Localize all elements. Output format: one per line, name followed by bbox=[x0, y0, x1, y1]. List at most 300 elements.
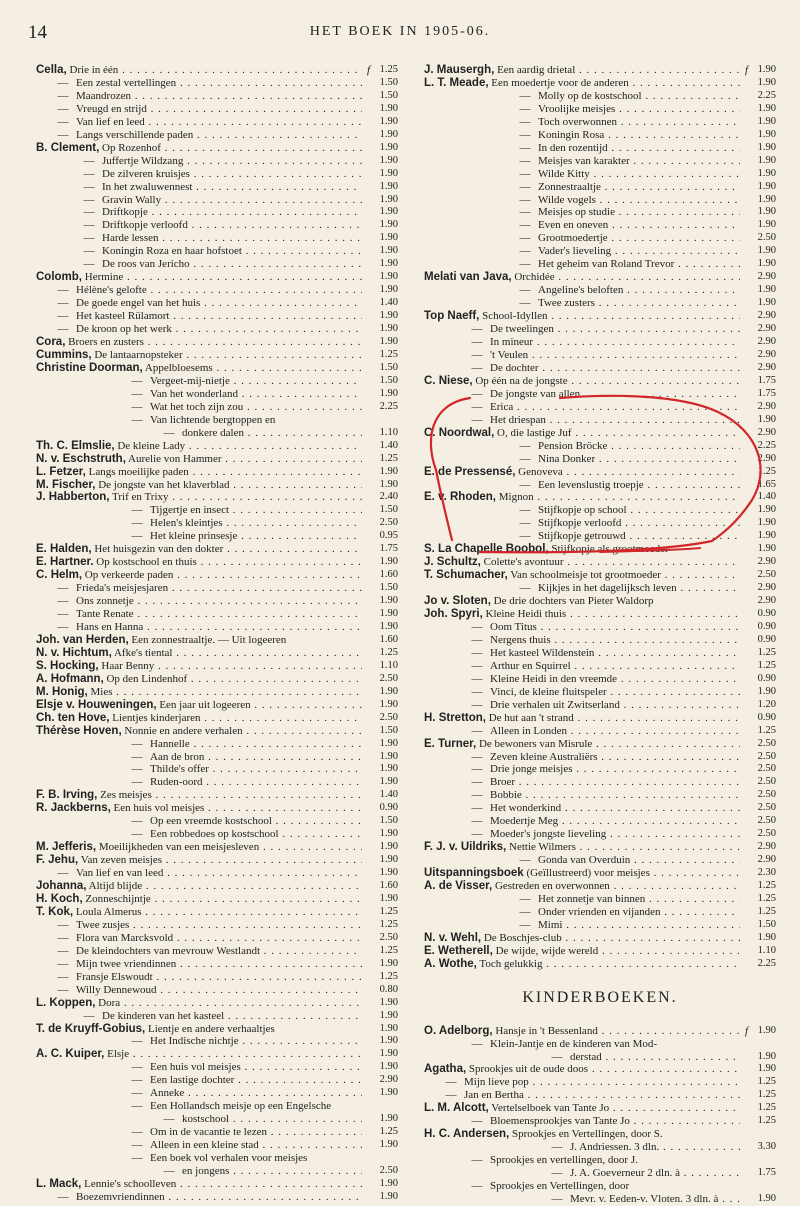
entry-text bbox=[36, 155, 362, 168]
entry-row bbox=[36, 647, 398, 660]
book-title: Een boek vol verhalen voor meisjes bbox=[150, 1152, 308, 1165]
entry-text bbox=[424, 362, 740, 375]
entry-row bbox=[424, 258, 776, 271]
ditto-dash: — bbox=[471, 387, 483, 400]
book-title: O, die lastige Juf bbox=[497, 426, 572, 439]
price: 1.25 bbox=[757, 1102, 776, 1114]
ditto-dash: — bbox=[83, 258, 95, 271]
book-title: Nonnie en andere verhalen bbox=[124, 724, 243, 737]
price: 1.90 bbox=[379, 232, 398, 244]
entry-row bbox=[424, 375, 776, 388]
entry-row bbox=[424, 686, 776, 699]
price: 1.90 bbox=[379, 737, 398, 749]
book-title: Alleen in een kleine stad bbox=[150, 1139, 259, 1152]
ditto-dash: — bbox=[471, 413, 483, 426]
price: 1.50 bbox=[379, 724, 398, 736]
entry-row bbox=[424, 725, 776, 738]
entry-text bbox=[36, 595, 362, 608]
entry-row bbox=[424, 414, 776, 427]
author-name: E. Halden, bbox=[36, 543, 92, 556]
ditto-dash: — bbox=[519, 232, 531, 245]
price: 1.65 bbox=[757, 478, 776, 490]
entry-row bbox=[424, 90, 776, 103]
ditto-dash: — bbox=[131, 737, 143, 750]
ditto-dash: — bbox=[445, 1089, 457, 1102]
book-title: Het kleine prinsesje bbox=[150, 530, 238, 543]
price: 2.50 bbox=[757, 763, 776, 775]
entry-row bbox=[424, 1076, 776, 1089]
ditto-dash: — bbox=[131, 374, 143, 387]
entry-row bbox=[424, 362, 776, 375]
entry-row bbox=[36, 932, 398, 945]
entry-text bbox=[424, 958, 740, 971]
entry-row bbox=[424, 1154, 776, 1167]
price: 1.25 bbox=[757, 1076, 776, 1088]
entry-row bbox=[424, 1102, 776, 1115]
book-title: Van lief en leed bbox=[76, 115, 145, 128]
entry-text bbox=[424, 401, 740, 414]
book-title: Broer bbox=[490, 776, 516, 789]
book-title: Mies bbox=[90, 685, 113, 698]
price: 1.90 bbox=[757, 180, 776, 192]
ditto-dash: — bbox=[163, 1113, 175, 1126]
book-title: Op den Lindenhof bbox=[106, 672, 188, 685]
ditto-dash: — bbox=[131, 1139, 143, 1152]
price: 1.90 bbox=[757, 931, 776, 943]
entry-text bbox=[36, 401, 362, 414]
price: 1.25 bbox=[379, 64, 398, 75]
entry-text bbox=[36, 388, 362, 401]
price: 1.90 bbox=[757, 284, 776, 296]
entry-text bbox=[36, 297, 362, 310]
ditto-dash: — bbox=[57, 867, 69, 880]
entry-text bbox=[36, 245, 362, 258]
entry-row bbox=[36, 64, 398, 77]
author-name: N. v. Wehl, bbox=[424, 931, 482, 944]
entry-row bbox=[36, 595, 398, 608]
price: 2.25 bbox=[757, 439, 776, 451]
entry-text bbox=[424, 1115, 740, 1128]
book-title: Drie jonge meisjes bbox=[490, 763, 573, 776]
book-title: De goede engel van het huis bbox=[76, 297, 201, 310]
ditto-dash: — bbox=[131, 1152, 143, 1165]
book-title: Dora bbox=[98, 996, 121, 1009]
ditto-dash: — bbox=[519, 219, 531, 232]
entry-text bbox=[36, 569, 362, 582]
price: 1.90 bbox=[757, 219, 776, 231]
entry-row bbox=[424, 828, 776, 841]
price: 1.50 bbox=[379, 374, 398, 386]
entry-text bbox=[36, 582, 362, 595]
entry-row bbox=[36, 206, 398, 219]
entry-row bbox=[36, 815, 398, 828]
entry-row bbox=[36, 569, 398, 582]
ditto-dash: — bbox=[57, 1190, 69, 1203]
author-name: L. T. Meade, bbox=[424, 76, 489, 89]
entry-text bbox=[424, 647, 740, 660]
author-name: N. v. Eschstruth, bbox=[36, 452, 126, 465]
entry-row bbox=[36, 504, 398, 517]
ditto-dash: — bbox=[131, 828, 143, 841]
author-name: M. Jefferis, bbox=[36, 841, 97, 854]
author-name: M. Honig, bbox=[36, 685, 88, 698]
entry-row bbox=[36, 491, 398, 504]
entry-text bbox=[36, 349, 362, 362]
price: 1.25 bbox=[379, 348, 398, 360]
price: 1.90 bbox=[379, 957, 398, 969]
entry-row bbox=[36, 310, 398, 323]
price: 1.75 bbox=[757, 374, 776, 386]
entry-row bbox=[36, 1100, 398, 1113]
book-title: Alleen in Londen bbox=[490, 724, 567, 737]
book-title: Stijfkopje verloofd bbox=[538, 517, 622, 530]
entry-text bbox=[36, 738, 362, 751]
book-title: Mignon bbox=[498, 491, 534, 504]
author-name: J. Mausergh, bbox=[424, 64, 495, 76]
book-title: Een huis vol meisjes bbox=[150, 1061, 241, 1074]
price: 1.20 bbox=[757, 698, 776, 710]
book-title: Gestreden en overwonnen bbox=[494, 880, 610, 893]
entry-text bbox=[424, 168, 740, 181]
price: 1.90 bbox=[379, 620, 398, 632]
entry-text bbox=[36, 271, 362, 284]
ditto-dash: — bbox=[83, 206, 95, 219]
entry-text bbox=[424, 181, 740, 194]
entry-row bbox=[36, 155, 398, 168]
entry-text bbox=[36, 103, 362, 116]
book-title: In den rozentijd bbox=[538, 141, 608, 154]
entry-text bbox=[36, 1087, 362, 1100]
book-title: Ons zonnetje bbox=[76, 595, 134, 608]
entry-row bbox=[424, 232, 776, 245]
entry-row bbox=[36, 776, 398, 789]
entry-row bbox=[424, 789, 776, 802]
author-name: S. Hocking, bbox=[36, 659, 99, 672]
book-title: Toch gelukkig bbox=[479, 957, 543, 970]
entry-text bbox=[36, 997, 362, 1010]
price: 1.90 bbox=[757, 76, 776, 88]
book-title: Zonneschijntje bbox=[85, 893, 151, 905]
entry-row bbox=[424, 1141, 776, 1154]
price: 2.90 bbox=[757, 426, 776, 438]
ditto-dash: — bbox=[131, 1100, 143, 1113]
author-name: E. v. Rhoden, bbox=[424, 491, 496, 504]
entry-row bbox=[424, 802, 776, 815]
entry-text bbox=[36, 336, 362, 349]
entry-text bbox=[36, 1126, 362, 1139]
price: 1.50 bbox=[379, 361, 398, 373]
entry-text bbox=[424, 919, 740, 932]
price: 1.90 bbox=[379, 206, 398, 218]
price: 2.90 bbox=[757, 452, 776, 464]
entry-text bbox=[36, 1023, 362, 1036]
ditto-dash: — bbox=[471, 724, 483, 737]
book-title: Angeline's beloften bbox=[538, 284, 624, 297]
entry-text bbox=[424, 1154, 776, 1167]
book-title: Het Indische nichtje bbox=[150, 1035, 239, 1048]
book-title: Een zonnestraaltje. — Uit logeeren bbox=[131, 633, 287, 646]
entry-row bbox=[36, 401, 398, 414]
ditto-dash: — bbox=[519, 582, 531, 595]
book-title: Langs verschillende paden bbox=[76, 128, 194, 141]
ditto-dash: — bbox=[57, 297, 69, 310]
book-title: Arthur en Squirrel bbox=[490, 659, 571, 672]
ditto-dash: — bbox=[163, 1165, 175, 1178]
book-title: Wilde vogels bbox=[538, 193, 596, 206]
entry-row bbox=[36, 349, 398, 362]
entry-row bbox=[36, 258, 398, 271]
book-title: Drie in één bbox=[69, 64, 119, 76]
entry-row bbox=[36, 427, 398, 440]
book-title: Een levenslustig troepje bbox=[538, 478, 644, 491]
author-name: T. de Kruyff-Gobius, bbox=[36, 1022, 146, 1035]
ditto-dash: — bbox=[519, 478, 531, 491]
entry-text bbox=[36, 789, 362, 802]
price: 2.90 bbox=[757, 841, 776, 853]
entry-row bbox=[424, 517, 776, 530]
price: 1.75 bbox=[757, 387, 776, 399]
entry-row bbox=[36, 466, 398, 479]
price: 0.90 bbox=[757, 608, 776, 620]
entry-text bbox=[424, 556, 740, 569]
author-name: Jo v. Sloten, bbox=[424, 595, 491, 608]
entry-row bbox=[424, 401, 776, 414]
entry-row bbox=[36, 271, 398, 284]
ditto-dash: — bbox=[57, 608, 69, 621]
book-title: Aurelie von Hammer bbox=[128, 452, 222, 465]
entry-row bbox=[36, 1191, 398, 1204]
entry-text bbox=[36, 556, 362, 569]
price: 1.10 bbox=[379, 426, 398, 438]
entry-row bbox=[36, 673, 398, 686]
entry-text bbox=[36, 919, 362, 932]
price: 1.90 bbox=[757, 297, 776, 309]
book-title: Genoveva bbox=[518, 465, 563, 478]
entry-row bbox=[36, 621, 398, 634]
author-name: T. Kok, bbox=[36, 905, 74, 918]
ditto-dash: — bbox=[551, 1141, 563, 1154]
entry-row bbox=[36, 1113, 398, 1126]
price: 1.90 bbox=[379, 310, 398, 322]
entry-text bbox=[424, 491, 740, 504]
price: 2.50 bbox=[757, 776, 776, 788]
ditto-dash: — bbox=[471, 1115, 483, 1128]
entry-text bbox=[36, 958, 362, 971]
book-title: Moeilijkheden van een meisjesleven bbox=[98, 841, 260, 854]
book-title: Wat het toch zijn zou bbox=[150, 400, 244, 413]
price: 1.90 bbox=[379, 1048, 398, 1060]
entry-text bbox=[424, 1038, 776, 1051]
author-name: A. Wothe, bbox=[424, 957, 477, 970]
ditto-dash: — bbox=[57, 620, 69, 633]
entry-text bbox=[36, 841, 362, 854]
entry-row bbox=[36, 556, 398, 569]
entry-text bbox=[424, 517, 740, 530]
price: 1.90 bbox=[757, 1193, 776, 1205]
book-title: Van zeven meisjes bbox=[80, 854, 162, 867]
author-name: Th. C. Elmslie, bbox=[36, 439, 115, 452]
ditto-dash: — bbox=[471, 361, 483, 374]
price: 1.90 bbox=[757, 517, 776, 529]
book-title: Gravin Wally bbox=[102, 193, 162, 206]
price: 1.50 bbox=[757, 918, 776, 930]
entry-row bbox=[36, 984, 398, 997]
entry-row bbox=[424, 323, 776, 336]
entry-row bbox=[36, 634, 398, 647]
ditto-dash: — bbox=[519, 439, 531, 452]
entry-row bbox=[36, 919, 398, 932]
entry-row bbox=[424, 906, 776, 919]
book-title: Op Rozenhof bbox=[102, 141, 161, 154]
book-title: Twee zusjes bbox=[76, 918, 130, 931]
author-name: Christine Doorman, bbox=[36, 361, 143, 374]
entry-text bbox=[424, 310, 740, 323]
book-title: Bobbie bbox=[490, 789, 522, 802]
price: 1.25 bbox=[379, 1126, 398, 1138]
book-title: Bloemensprookjes van Tante Jo bbox=[490, 1115, 630, 1128]
price: 2.50 bbox=[757, 737, 776, 749]
ditto-dash: — bbox=[57, 102, 69, 115]
book-title: Hans en Hanna bbox=[76, 620, 144, 633]
price: 2.50 bbox=[757, 750, 776, 762]
entry-row bbox=[424, 219, 776, 232]
book-title: (Geïllustreerd) voor meisjes bbox=[526, 867, 650, 880]
book-title: Hansje in 't Bessenland bbox=[495, 1024, 598, 1037]
ditto-dash: — bbox=[519, 517, 531, 530]
entry-row bbox=[424, 181, 776, 194]
ditto-dash: — bbox=[471, 1154, 483, 1167]
book-title: kostschool bbox=[182, 1113, 230, 1126]
ditto-dash: — bbox=[83, 245, 95, 258]
price: 1.90 bbox=[379, 1113, 398, 1125]
entry-text bbox=[36, 1178, 362, 1191]
entry-row bbox=[424, 1025, 776, 1038]
book-title: Maandrozen bbox=[76, 89, 131, 102]
ditto-dash: — bbox=[131, 530, 143, 543]
entry-text bbox=[36, 181, 362, 194]
price: 2.90 bbox=[757, 323, 776, 335]
ditto-dash: — bbox=[57, 944, 69, 957]
ditto-dash: — bbox=[131, 1126, 143, 1139]
entry-text bbox=[36, 440, 362, 453]
entry-text bbox=[36, 815, 362, 828]
book-title: Mijn twee vriendinnen bbox=[76, 957, 177, 970]
price: 1.90 bbox=[757, 193, 776, 205]
entry-text bbox=[36, 142, 362, 155]
entry-row bbox=[36, 906, 398, 919]
page-number: 14 bbox=[28, 22, 47, 43]
entry-row bbox=[424, 349, 776, 362]
entry-row bbox=[424, 958, 776, 971]
entry-row bbox=[424, 880, 776, 893]
book-title: Het driespan bbox=[490, 413, 546, 426]
entry-text bbox=[36, 1061, 362, 1074]
currency-symbol: f bbox=[744, 1024, 748, 1037]
price: 1.90 bbox=[379, 478, 398, 490]
book-title: Sprookjes uit de oude doos bbox=[468, 1063, 589, 1076]
entry-text bbox=[424, 906, 740, 919]
entry-row bbox=[424, 815, 776, 828]
price: 2.90 bbox=[757, 854, 776, 866]
author-name: F. B. Irving, bbox=[36, 789, 98, 802]
book-title: Helen's kleintjes bbox=[150, 517, 223, 530]
book-title: De bewoners van Misrule bbox=[478, 737, 593, 750]
price: 1.90 bbox=[379, 750, 398, 762]
entry-text bbox=[424, 1141, 740, 1154]
author-name: B. Clement, bbox=[36, 141, 100, 154]
price: 2.90 bbox=[757, 310, 776, 322]
price: 1.90 bbox=[379, 608, 398, 620]
entry-row bbox=[424, 504, 776, 517]
price: 1.90 bbox=[757, 64, 776, 75]
entry-text bbox=[36, 1165, 362, 1178]
price: 1.50 bbox=[379, 582, 398, 594]
entry-text bbox=[424, 375, 740, 388]
entry-text bbox=[36, 90, 362, 103]
entry-row bbox=[36, 517, 398, 530]
book-title: Harde lessen bbox=[102, 232, 159, 245]
entry-row bbox=[424, 932, 776, 945]
entry-text bbox=[424, 206, 740, 219]
author-name: Cella, bbox=[36, 64, 67, 76]
ditto-dash: — bbox=[57, 115, 69, 128]
entry-text bbox=[424, 621, 740, 634]
book-title: Op kostschool en thuis bbox=[96, 556, 197, 569]
price: 1.90 bbox=[379, 323, 398, 335]
author-name: L. Koppen, bbox=[36, 996, 96, 1009]
price: 1.25 bbox=[379, 944, 398, 956]
book-title: Flora van Marcksvold bbox=[76, 931, 174, 944]
ditto-dash: — bbox=[471, 1037, 483, 1050]
entry-row bbox=[424, 763, 776, 776]
currency-symbol: f bbox=[744, 64, 748, 76]
price: 2.90 bbox=[757, 271, 776, 283]
entry-row bbox=[36, 362, 398, 375]
ditto-dash: — bbox=[57, 323, 69, 336]
book-title: Tijgertje en insect bbox=[150, 504, 230, 517]
ditto-dash: — bbox=[519, 530, 531, 543]
price: 1.75 bbox=[379, 543, 398, 555]
entry-text bbox=[36, 906, 362, 919]
book-title: De kinderen van het kasteel bbox=[102, 1009, 225, 1022]
ditto-dash: — bbox=[57, 970, 69, 983]
author-name: Cummins, bbox=[36, 348, 92, 361]
price: 1.90 bbox=[757, 530, 776, 542]
entry-text bbox=[36, 621, 362, 634]
entry-text bbox=[36, 362, 362, 375]
book-title: Een aardig drietal bbox=[497, 64, 576, 76]
entry-text bbox=[36, 466, 362, 479]
entry-row bbox=[424, 569, 776, 582]
price: 1.25 bbox=[757, 659, 776, 671]
ditto-dash: — bbox=[131, 750, 143, 763]
entry-row bbox=[36, 763, 398, 776]
entry-row bbox=[424, 168, 776, 181]
author-name: E. de Pressensé, bbox=[424, 465, 516, 478]
entry-text bbox=[424, 194, 740, 207]
entry-row bbox=[36, 336, 398, 349]
entry-text bbox=[424, 595, 740, 608]
author-name: C. Niese, bbox=[424, 374, 473, 387]
entry-text bbox=[424, 271, 740, 284]
price: 1.90 bbox=[379, 154, 398, 166]
book-title: Nergens thuis bbox=[490, 633, 551, 646]
entry-row bbox=[36, 479, 398, 492]
entry-row bbox=[424, 466, 776, 479]
book-title: De Boschjes-club bbox=[483, 931, 562, 944]
ditto-dash: — bbox=[471, 802, 483, 815]
price: 1.90 bbox=[379, 685, 398, 697]
